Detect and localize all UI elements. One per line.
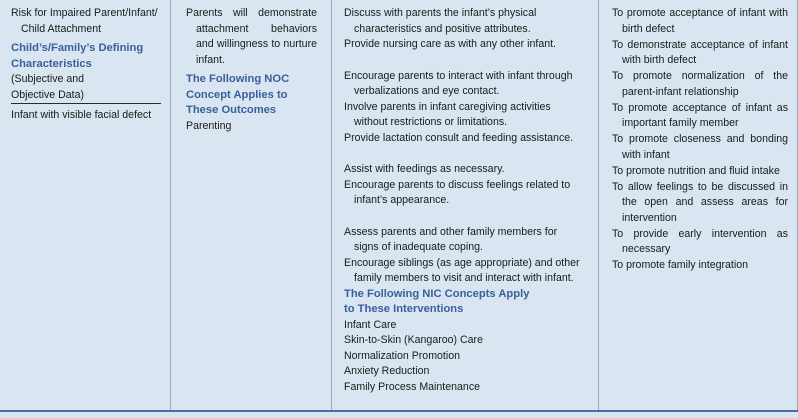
- intervention-item: Encourage parents to interact with infant through verbalizations and eye contact.: [344, 69, 573, 97]
- intervention-item: Assist with feedings as necessary.: [344, 163, 505, 175]
- nic-concept: Family Process Maintenance: [344, 380, 481, 393]
- noc-heading: Concept Applies to: [186, 88, 288, 101]
- nic-concept: Normalization Promotion: [344, 349, 460, 362]
- nic-concept: Anxiety Reduction: [344, 365, 430, 377]
- intervention-item: Involve parents in infant caregiving activities without restrictions or limitations.: [344, 100, 551, 128]
- defining-characteristics-heading: Characteristics: [11, 57, 92, 70]
- column-divider: [331, 0, 332, 410]
- noc-concept: Parenting: [186, 119, 232, 132]
- column-divider: [170, 0, 171, 410]
- intervention-item: Provide nursing care as with any other infant.: [344, 38, 556, 50]
- column-divider: [598, 0, 599, 410]
- nic-heading: The Following NIC Concepts Apply: [344, 287, 530, 300]
- intervention-item: Provide lactation consult and feeding assistance.: [344, 131, 574, 144]
- nic-concept: Skin-to-Skin (Kangaroo) Care: [344, 334, 483, 346]
- table-bottom-rule: [0, 410, 798, 412]
- noc-heading: The Following NOC: [186, 73, 290, 85]
- rationale-item: To promote acceptance of infant with birth defect: [612, 7, 788, 35]
- rationale-item: To promote family integration: [612, 259, 749, 271]
- outcome-statement: Parents will demonstrate attachment behaviors and willingness to nurture infant.: [186, 7, 317, 66]
- diagnosis-column: [11, 6, 161, 124]
- rationale-item: To provide early intervention as necessary: [612, 227, 788, 255]
- rationale-item: To promote closeness and bonding with infant: [612, 133, 788, 161]
- rationale-item: To promote acceptance of infant as important family member: [612, 101, 788, 129]
- intervention-item: Assess parents and other family members for signs of inadequate coping.: [344, 225, 558, 253]
- rationale-item: To promote normalization of the parent-infant relationship: [612, 70, 788, 98]
- data-type-label: (Subjective and: [11, 73, 85, 85]
- noc-heading: These Outcomes: [186, 104, 277, 116]
- intervention-item: Encourage parents to discuss feelings related to infant’s appearance.: [344, 178, 571, 206]
- rationale-item: To allow feelings to be discussed in the open and assess areas for intervention: [612, 180, 788, 224]
- outcomes-column: [186, 6, 317, 134]
- interventions-column: [344, 6, 584, 395]
- intervention-item: Encourage siblings (as age appropriate) and other family members to visit and interact with infant.: [344, 256, 580, 284]
- rationale-item: To promote nutrition and fluid intake: [612, 164, 780, 177]
- nic-heading: to These Interventions: [344, 303, 464, 315]
- defining-characteristics-heading: Child’s/Family’s Defining: [11, 42, 144, 54]
- diagnosis-title-line: Child Attachment: [21, 22, 102, 35]
- intervention-item: Discuss with parents the infant’s physical characteristics and positive attributes.: [344, 7, 537, 35]
- rationales-column: [612, 6, 788, 274]
- rationale-item: To demonstrate acceptance of infant with birth defect: [612, 38, 788, 66]
- nic-concept: Infant Care: [344, 318, 397, 331]
- data-type-label: Objective Data): [11, 88, 85, 101]
- heading-divider: [11, 103, 161, 104]
- diagnosis-title-line: Risk for Impaired Parent/Infant/: [11, 7, 158, 19]
- defining-finding: Infant with visible facial defect: [11, 109, 152, 121]
